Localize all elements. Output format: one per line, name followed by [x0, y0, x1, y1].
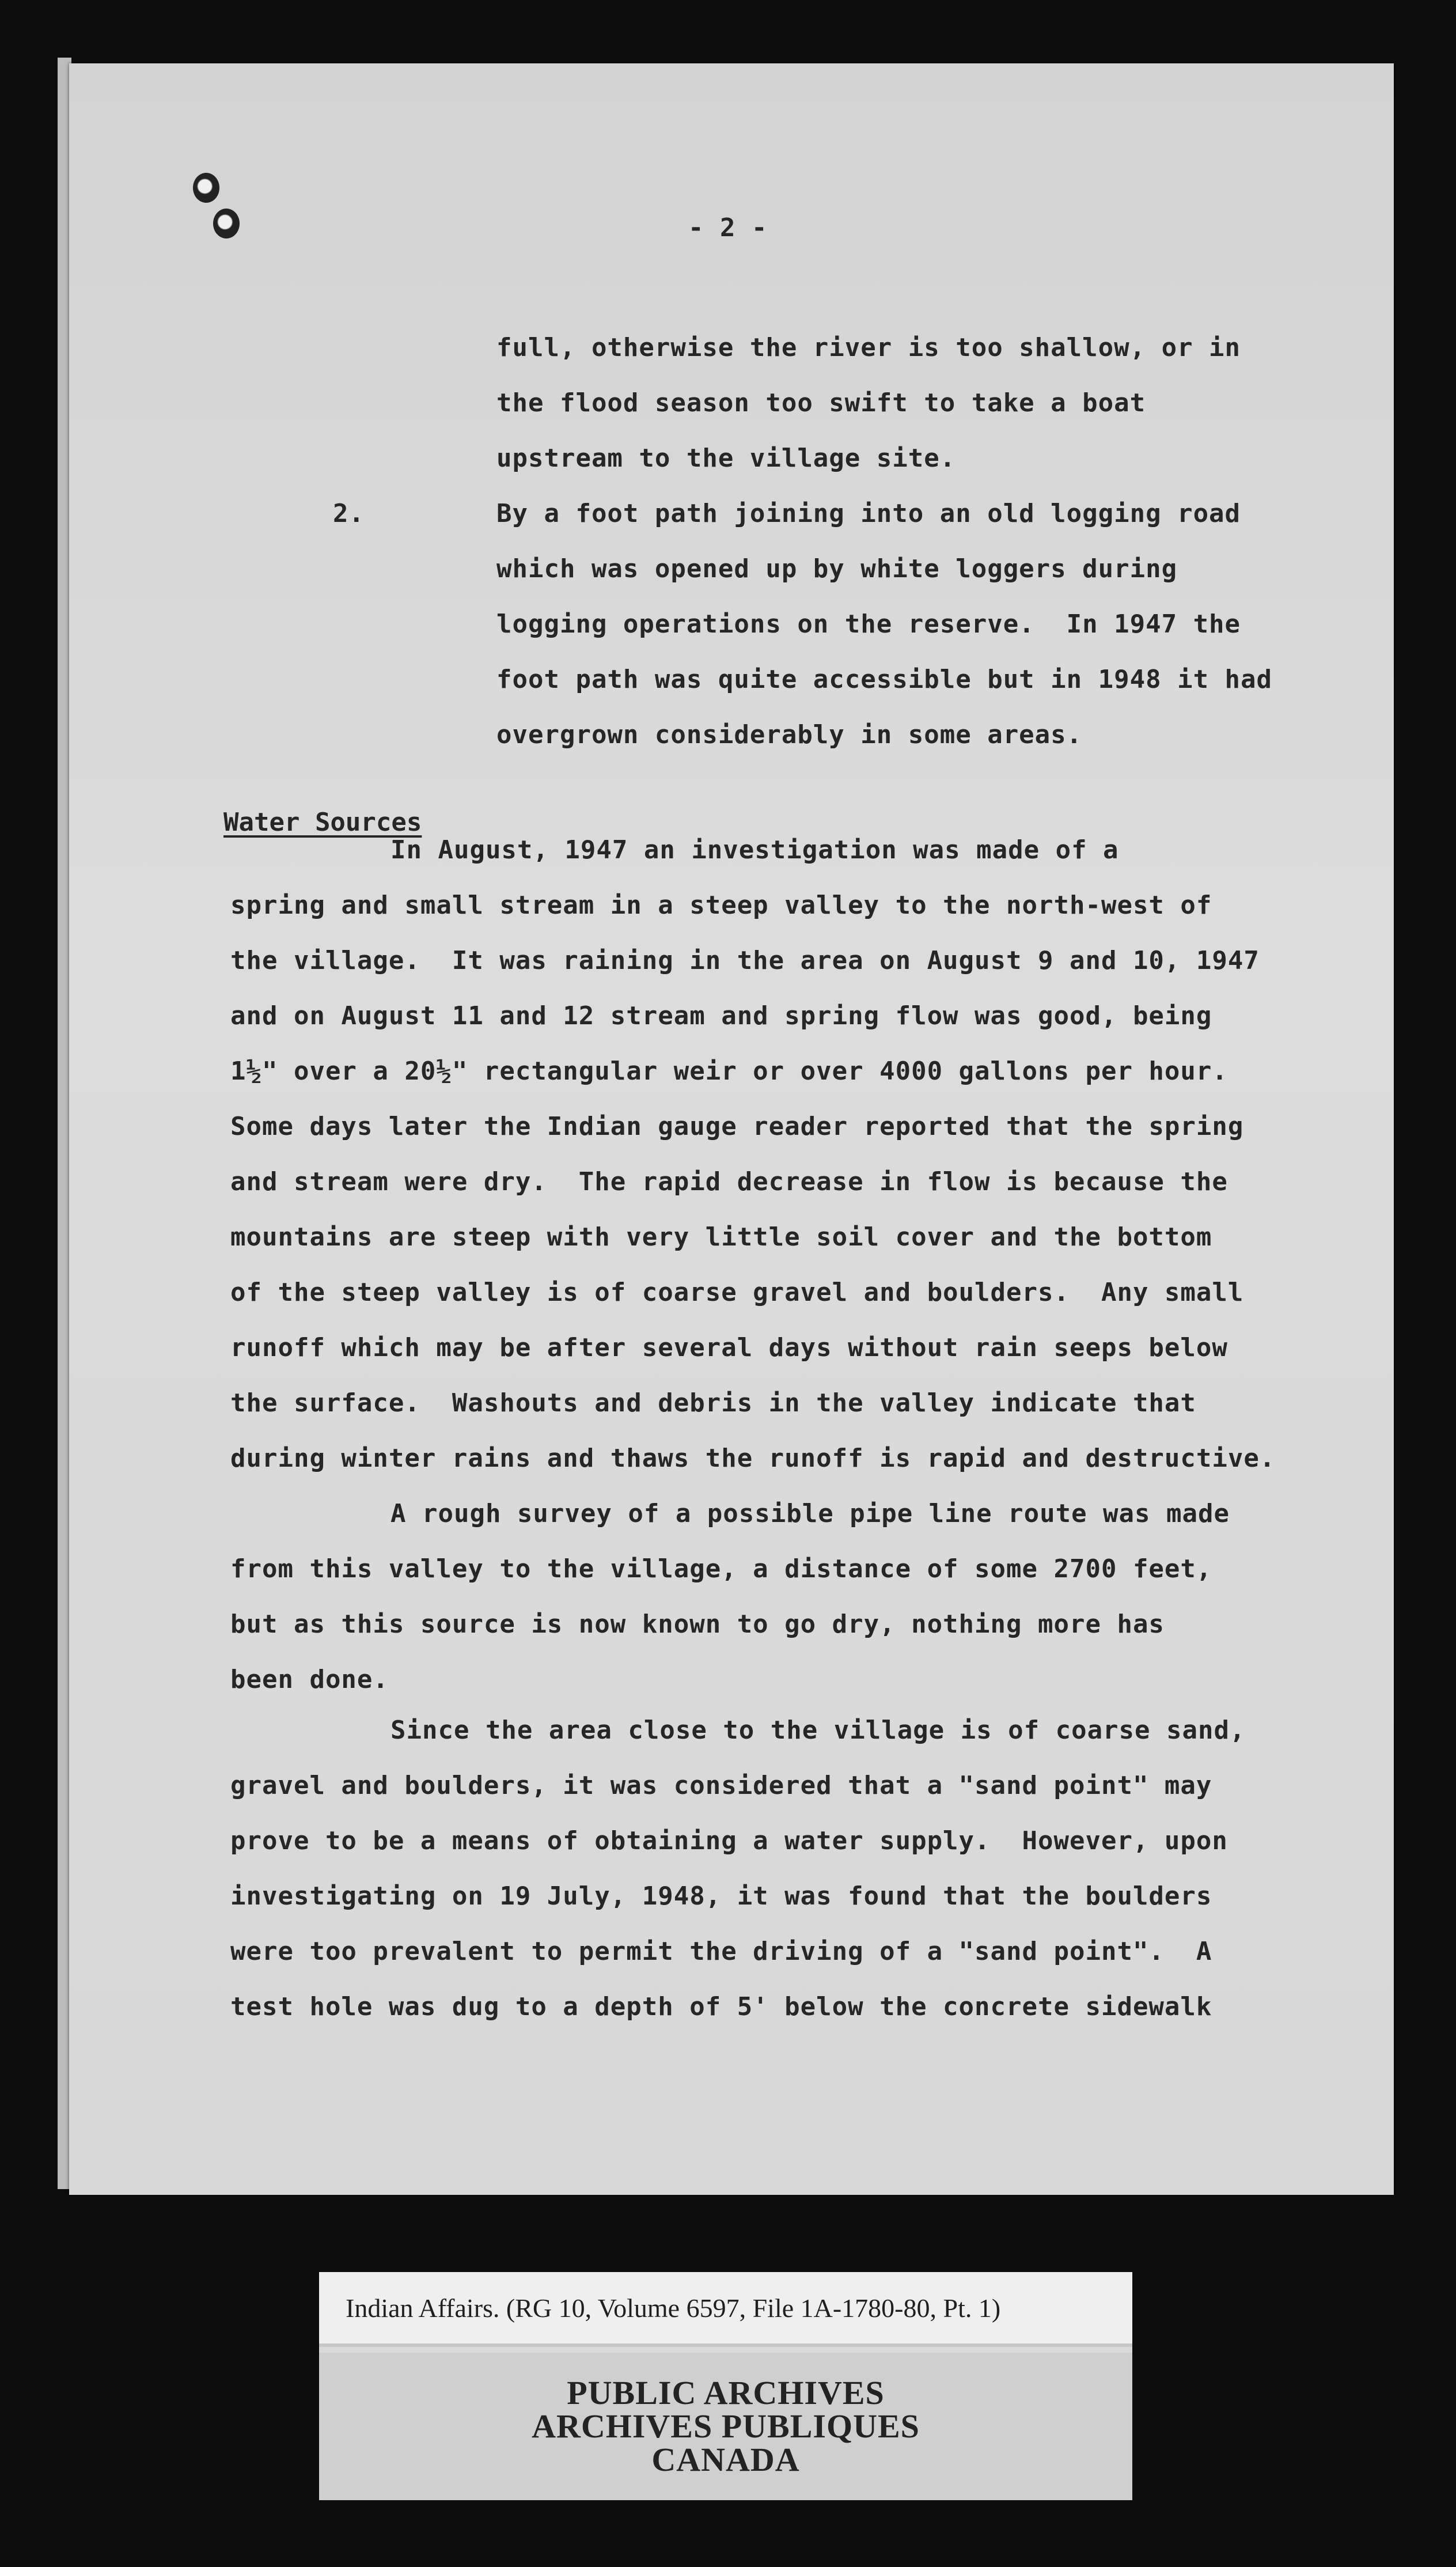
paragraph-line: the surface. Washouts and debris in the valley indicate that — [230, 1388, 1196, 1418]
paragraph-line: mountains are steep with very little soil cover and the bottom — [230, 1222, 1212, 1252]
paragraph-line: spring and small stream in a steep valley to the north-west of — [230, 891, 1212, 920]
continuation-line: the flood season too swift to take a boat — [496, 388, 1146, 418]
continuation-line: upstream to the village site. — [496, 444, 956, 473]
paragraph-line: investigating on 19 July, 1948, it was found that the boulders — [230, 1881, 1212, 1911]
paragraph-line: prove to be a means of obtaining a water supply. However, upon — [230, 1826, 1228, 1856]
paragraph-line: In August, 1947 an investigation was made of a — [390, 835, 1119, 865]
paragraph-line: Some days later the Indian gauge reader reported that the spring — [230, 1112, 1244, 1141]
archive-line: CANADA — [651, 2441, 800, 2478]
paragraph-line: during winter rains and thaws the runoff is rapid and destructive. — [230, 1444, 1276, 1473]
archive-line: PUBLIC ARCHIVES — [567, 2374, 885, 2411]
paragraph-line: and stream were dry. The rapid decrease in flow is because the — [230, 1167, 1228, 1197]
paragraph-line: and on August 11 and 12 stream and spring flow was good, being — [230, 1001, 1212, 1031]
archive-seal — [319, 2353, 1132, 2500]
section-heading: Water Sources — [223, 808, 422, 837]
punch-hole-bottom — [213, 209, 240, 238]
item-line: By a foot path joining into an old logging road — [496, 499, 1241, 528]
item-line: which was opened up by white loggers during — [496, 554, 1178, 584]
paragraph-line: from this valley to the village, a distance of some 2700 feet, — [230, 1554, 1212, 1584]
archive-stamp — [319, 2272, 1132, 2500]
paragraph-line: were too prevalent to permit the driving of a "sand point". A — [230, 1937, 1212, 1966]
paragraph-line: runoff which may be after several days without rain seeps below — [230, 1333, 1228, 1362]
archive-reference: Indian Affairs. (RG 10, Volume 6597, File 1A-1780-80, Pt. 1) — [319, 2272, 1132, 2347]
item-number: 2. — [333, 499, 365, 528]
paragraph-line: the village. It was raining in the area on August 9 and 10, 1947 — [230, 946, 1260, 975]
paragraph-line: 1½" over a 20½" rectangular weir or over 4000 gallons per hour. — [230, 1057, 1228, 1086]
paragraph-line: A rough survey of a possible pipe line route was made — [390, 1499, 1230, 1528]
paragraph-line: been done. — [230, 1665, 389, 1694]
item-line: logging operations on the reserve. In 1947 the — [496, 609, 1241, 639]
item-line: foot path was quite accessible but in 1948 it had — [496, 665, 1273, 694]
item-line: overgrown considerably in some areas. — [496, 720, 1083, 749]
paragraph-line: gravel and boulders, it was considered that a "sand point" may — [230, 1771, 1212, 1800]
page-number: - 2 - — [688, 213, 768, 243]
continuation-line: full, otherwise the river is too shallow, or in — [496, 333, 1241, 362]
paragraph-line: but as this source is now known to go dry, nothing more has — [230, 1610, 1165, 1639]
paragraph-line: of the steep valley is of coarse gravel and boulders. Any small — [230, 1278, 1244, 1307]
paragraph-line: Since the area close to the village is of coarse sand, — [390, 1716, 1246, 1745]
paragraph-line: test hole was dug to a depth of 5' below the concrete sidewalk — [230, 1992, 1212, 2021]
archive-line: ARCHIVES PUBLIQUES — [532, 2407, 920, 2445]
punch-hole-top — [193, 173, 219, 203]
